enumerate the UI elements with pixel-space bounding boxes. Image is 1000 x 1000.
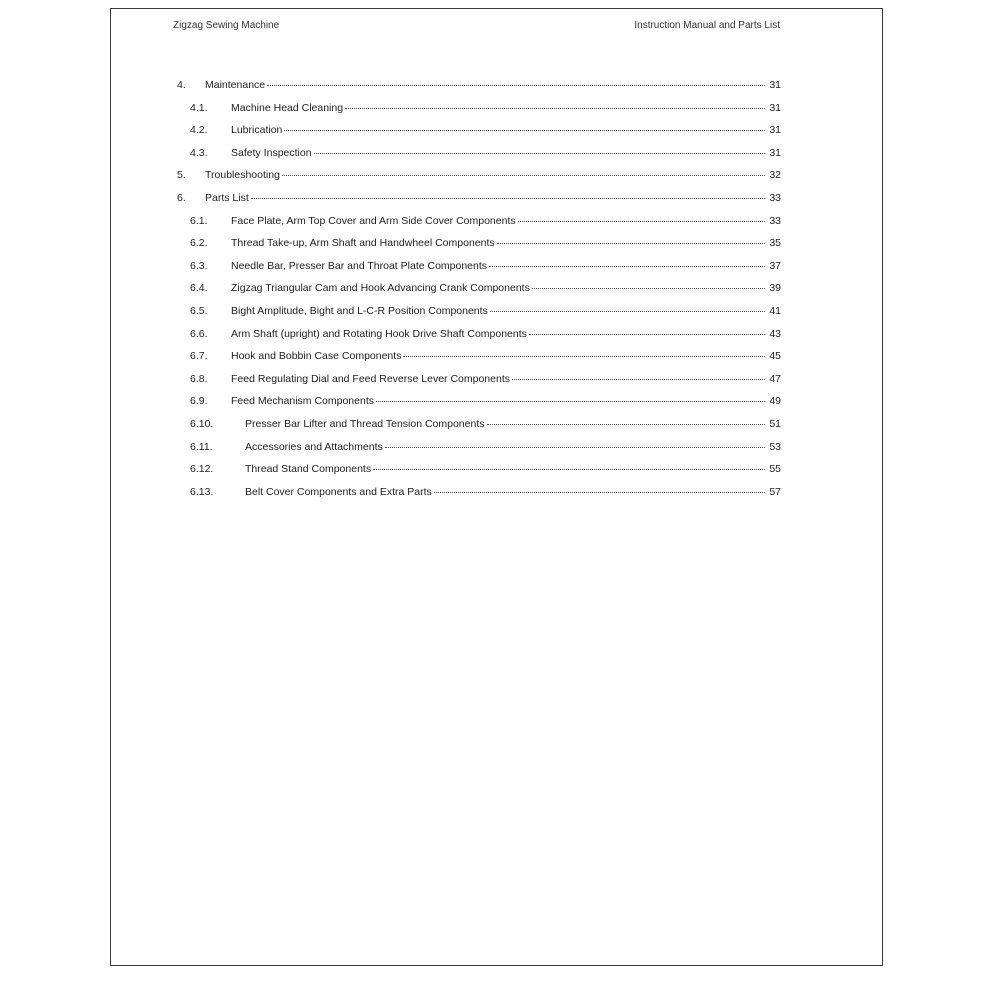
toc-entry-title: Belt Cover Components and Extra Parts bbox=[245, 485, 432, 498]
toc-dot-leader bbox=[251, 198, 765, 199]
toc-entry-page: 32 bbox=[769, 169, 781, 182]
toc-entry[interactable] bbox=[177, 418, 781, 441]
toc-entry-number: 6.12. bbox=[190, 463, 214, 476]
table-of-contents bbox=[177, 79, 781, 508]
toc-entry-page: 53 bbox=[769, 440, 781, 453]
toc-dot-leader bbox=[512, 379, 765, 380]
toc-entry-number: 5. bbox=[177, 169, 186, 182]
toc-dot-leader bbox=[373, 469, 765, 470]
toc-dot-leader bbox=[487, 424, 766, 425]
toc-entry-title: Machine Head Cleaning bbox=[231, 101, 344, 114]
toc-entry[interactable] bbox=[177, 79, 781, 102]
toc-entry-number: 6.9. bbox=[190, 395, 208, 408]
toc-entry-number: 6.5. bbox=[190, 304, 208, 317]
toc-entry-number: 6. bbox=[177, 191, 186, 204]
toc-entry-page: 43 bbox=[769, 327, 781, 340]
toc-entry-number: 6.1. bbox=[190, 214, 208, 227]
toc-entry-page: 47 bbox=[769, 372, 781, 385]
toc-entry-title: Zigzag Triangular Cam and Hook Advancing Crank Components bbox=[231, 282, 530, 295]
toc-entry-page: 33 bbox=[769, 191, 781, 204]
toc-entry-title: Needle Bar, Presser Bar and Throat Plate Components bbox=[231, 259, 488, 272]
toc-entry-page: 57 bbox=[769, 485, 781, 498]
toc-dot-leader bbox=[489, 266, 765, 267]
toc-entry-page: 55 bbox=[769, 463, 781, 476]
toc-entry[interactable] bbox=[177, 215, 781, 238]
toc-entry-title: Parts List bbox=[205, 191, 249, 204]
toc-entry-number: 6.10. bbox=[190, 417, 214, 430]
toc-entry-title: Safety Inspection bbox=[231, 146, 312, 159]
toc-entry-page: 49 bbox=[769, 395, 781, 408]
toc-entry-title: Thread Stand Components bbox=[245, 463, 372, 476]
toc-entry[interactable] bbox=[177, 192, 781, 215]
toc-entry[interactable] bbox=[177, 237, 781, 260]
toc-entry[interactable] bbox=[177, 328, 781, 351]
running-header-right: Instruction Manual and Parts List bbox=[634, 20, 780, 31]
toc-entry-title: Accessories and Attachments bbox=[245, 440, 383, 453]
toc-entry-number: 6.13. bbox=[190, 485, 214, 498]
toc-entry-number: 4. bbox=[177, 79, 186, 91]
toc-entry[interactable] bbox=[177, 373, 781, 396]
toc-entry-number: 6.6. bbox=[190, 327, 208, 340]
toc-entry[interactable] bbox=[177, 305, 781, 328]
toc-entry-page: 33 bbox=[769, 214, 781, 227]
toc-entry-page: 31 bbox=[769, 146, 781, 159]
toc-entry-number: 6.2. bbox=[190, 237, 208, 250]
toc-entry[interactable] bbox=[177, 260, 781, 283]
toc-entry-page: 31 bbox=[769, 124, 781, 137]
toc-dot-leader bbox=[532, 288, 765, 289]
toc-dot-leader bbox=[385, 447, 765, 448]
toc-entry-page: 31 bbox=[769, 101, 781, 114]
toc-entry-page: 51 bbox=[769, 417, 781, 430]
toc-entry-title: Hook and Bobbin Case Components bbox=[231, 350, 402, 363]
toc-entry-title: Arm Shaft (upright) and Rotating Hook Drive Shaft Components bbox=[231, 327, 527, 340]
toc-entry[interactable] bbox=[177, 395, 781, 418]
toc-dot-leader bbox=[529, 334, 765, 335]
toc-dot-leader bbox=[345, 108, 765, 109]
toc-entry-number: 6.4. bbox=[190, 282, 208, 295]
toc-entry-number: 6.8. bbox=[190, 372, 208, 385]
toc-dot-leader bbox=[434, 492, 765, 493]
toc-entry[interactable] bbox=[177, 441, 781, 464]
toc-dot-leader bbox=[490, 311, 765, 312]
toc-entry-page: 45 bbox=[769, 350, 781, 363]
toc-entry-title: Lubrication bbox=[231, 124, 283, 137]
toc-entry-number: 6.3. bbox=[190, 259, 208, 272]
toc-dot-leader bbox=[314, 153, 765, 154]
toc-entry-number: 4.3. bbox=[190, 146, 208, 159]
toc-entry[interactable] bbox=[177, 463, 781, 486]
toc-entry-number: 6.11. bbox=[190, 440, 213, 453]
toc-entry-page: 37 bbox=[769, 259, 781, 272]
toc-entry-title: Thread Take-up, Arm Shaft and Handwheel Components bbox=[231, 237, 495, 250]
toc-dot-leader bbox=[403, 356, 765, 357]
toc-entry[interactable] bbox=[177, 124, 781, 147]
toc-dot-leader bbox=[518, 221, 765, 222]
document-page bbox=[110, 8, 883, 966]
toc-entry-number: 4.1. bbox=[190, 101, 208, 114]
toc-entry-title: Presser Bar Lifter and Thread Tension Components bbox=[245, 417, 485, 430]
toc-dot-leader bbox=[376, 401, 765, 402]
toc-entry-title: Feed Regulating Dial and Feed Reverse Lever Components bbox=[231, 372, 510, 385]
toc-entry[interactable] bbox=[177, 102, 781, 125]
toc-entry-title: Bight Amplitude, Bight and L-C-R Position Components bbox=[231, 304, 488, 317]
toc-entry-title: Maintenance bbox=[205, 79, 266, 91]
toc-entry[interactable] bbox=[177, 486, 781, 509]
toc-entry[interactable] bbox=[177, 282, 781, 305]
toc-entry-page: 39 bbox=[769, 282, 781, 295]
toc-entry-page: 41 bbox=[769, 304, 781, 317]
running-header-left: Zigzag Sewing Machine bbox=[173, 20, 280, 31]
toc-entry-number: 4.2. bbox=[190, 124, 208, 137]
toc-entry-page: 35 bbox=[769, 237, 781, 250]
toc-dot-leader bbox=[267, 85, 765, 86]
toc-entry[interactable] bbox=[177, 169, 781, 192]
toc-dot-leader bbox=[284, 130, 765, 131]
toc-entry-title: Feed Mechanism Components bbox=[231, 395, 374, 408]
toc-entry-number: 6.7. bbox=[190, 350, 208, 363]
toc-entry-page: 31 bbox=[769, 79, 781, 91]
toc-entry[interactable] bbox=[177, 147, 781, 170]
toc-entry-title: Face Plate, Arm Top Cover and Arm Side Cover Components bbox=[231, 214, 516, 227]
toc-entry-title: Troubleshooting bbox=[205, 169, 280, 182]
toc-dot-leader bbox=[282, 175, 765, 176]
toc-entry[interactable] bbox=[177, 350, 781, 373]
toc-dot-leader bbox=[497, 243, 765, 244]
